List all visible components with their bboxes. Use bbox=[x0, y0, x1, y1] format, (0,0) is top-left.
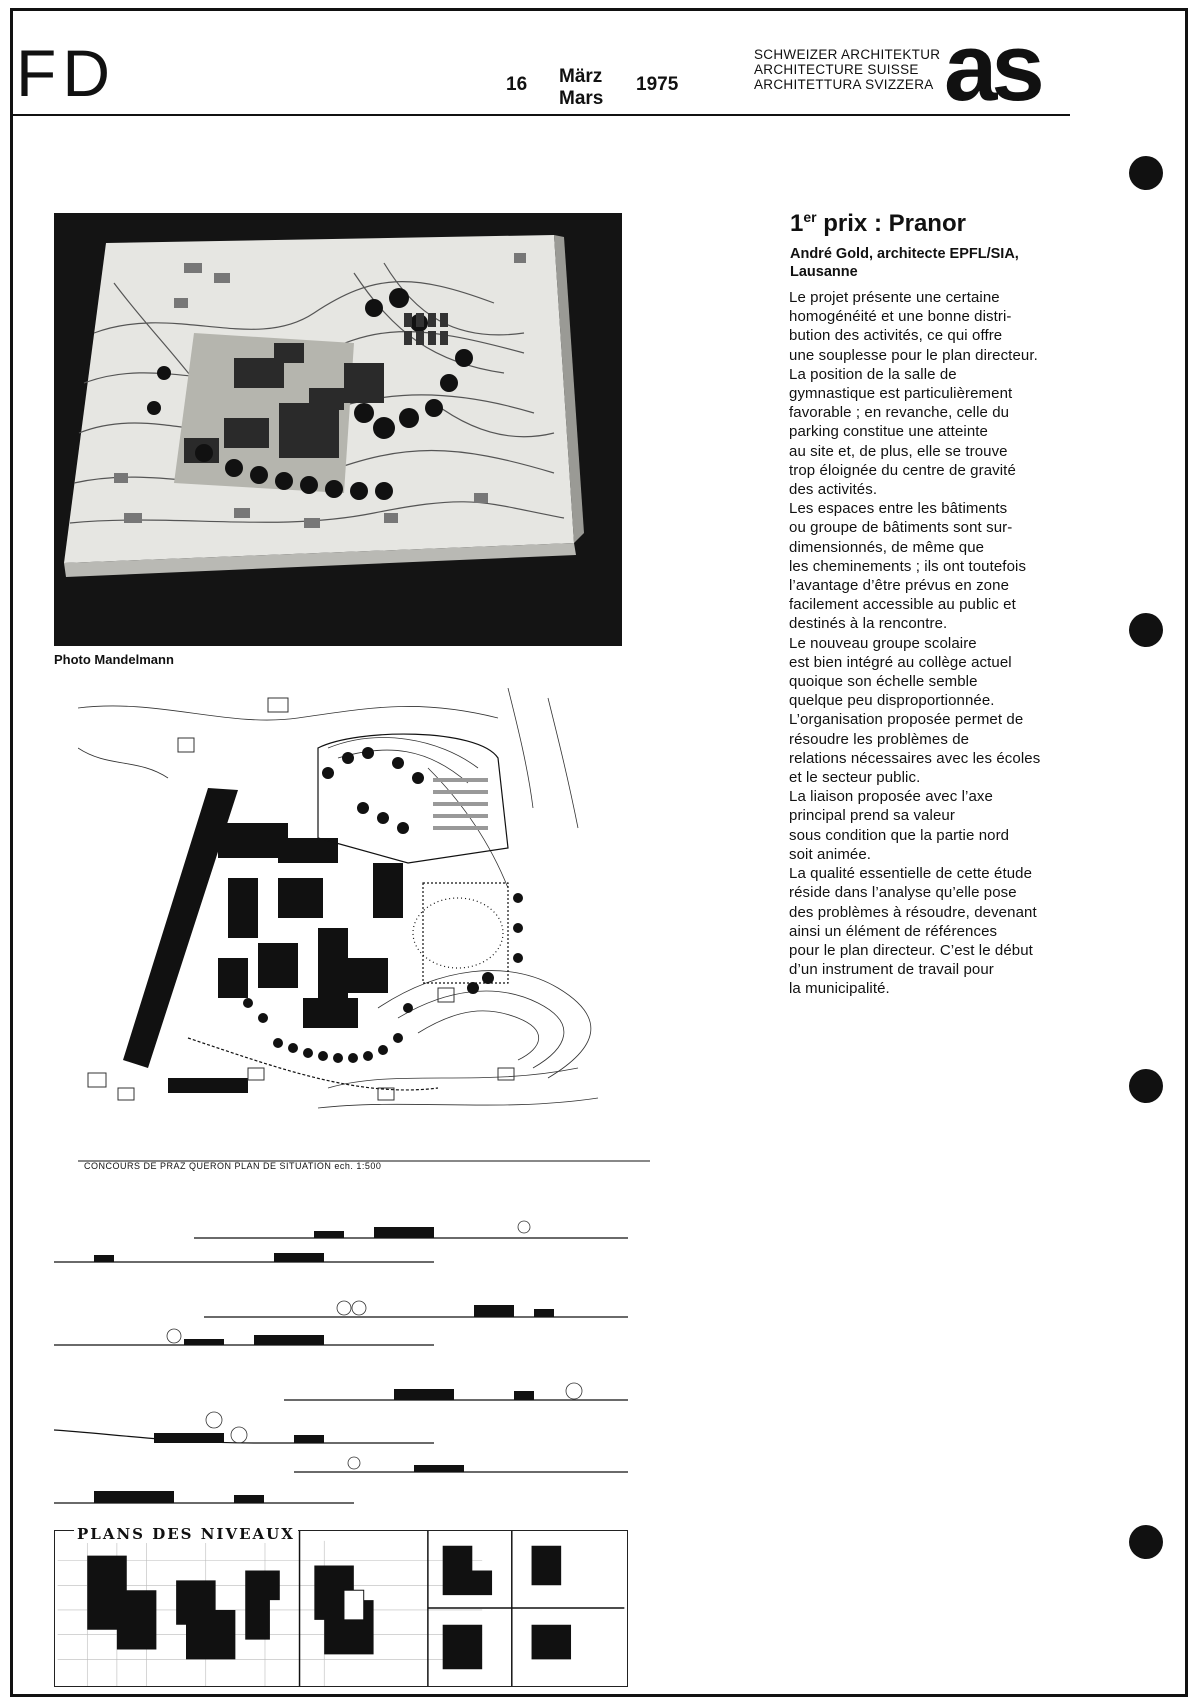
body-paragraph: La position de la salle de gymnastique est particulièrement favorable ; en revanche, celle du parking constitue une atteinte au site et, de plus, elle se trouve trop éloignée du centre de gravité des activités. bbox=[789, 365, 1016, 499]
title-prefix: 1 bbox=[790, 210, 804, 237]
site-plan-drawing bbox=[78, 688, 650, 1174]
binder-hole bbox=[1129, 1525, 1163, 1559]
month-de: März bbox=[559, 66, 603, 87]
site-plan-caption: CONCOURS DE PRAZ QUERON PLAN DE SITUATION ech. 1:500 bbox=[84, 1161, 382, 1171]
issue-month bbox=[559, 66, 603, 110]
article-body bbox=[789, 288, 1079, 999]
issue-year: 1975 bbox=[636, 74, 679, 95]
title-main: prix : Pranor bbox=[816, 210, 966, 237]
header-rule bbox=[10, 114, 1070, 116]
level-plans-drawing bbox=[54, 1530, 628, 1687]
logo-text: as bbox=[944, 34, 1039, 108]
levels-title: PLANS DES NIVEAUX bbox=[74, 1525, 298, 1543]
body-paragraph: Les espaces entre les bâtiments ou groupe de bâtiments sont sur- dimensionnés, de même que les cheminements ; ils ont toutefois l’avantage d’être prévus en zone facilement accessible au public et destinés à la rencontre. bbox=[789, 500, 1027, 633]
model-photo bbox=[54, 213, 622, 646]
magazine-name-fr: ARCHITECTURE SUISSE bbox=[754, 62, 919, 77]
binder-hole bbox=[1129, 1069, 1163, 1103]
binder-hole bbox=[1129, 613, 1163, 647]
section-code: FD bbox=[16, 36, 116, 110]
month-fr: Mars bbox=[559, 88, 604, 109]
magazine-name-de: SCHWEIZER ARCHITEKTUR bbox=[754, 47, 941, 62]
body-paragraph: La qualité essentielle de cette étude réside dans l’analyse qu’elle pose des problèmes à résoudre, devenant ainsi un élément de références pour le plan directeur. C’est le début d’un instrument de travail pour la municipalité. bbox=[789, 865, 1037, 998]
article-author: André Gold, architecte EPFL/SIA, Lausanne bbox=[790, 246, 1019, 280]
body-paragraph: Le nouveau groupe scolaire est bien intégré au collège actuel quoique son échelle semble quelque peu disproportionnée. bbox=[789, 634, 1012, 710]
title-superscript: er bbox=[803, 209, 817, 225]
body-paragraph: L’organisation proposée permet de résoudre les problèmes de relations nécessaires avec les écoles et le secteur public. bbox=[789, 711, 1041, 787]
binder-hole bbox=[1129, 156, 1163, 190]
section-drawings bbox=[54, 1205, 628, 1505]
photo-caption: Photo Mandelmann bbox=[54, 652, 174, 667]
issue-number: 16 bbox=[506, 74, 528, 95]
article-title bbox=[790, 209, 966, 238]
magazine-logo bbox=[944, 34, 1074, 108]
body-paragraph: Le projet présente une certaine homogénéité et une bonne distri- bution des activités, ce qui offre une souplesse pour le plan directeur. bbox=[789, 289, 1038, 364]
magazine-name-it: ARCHITETTURA SVIZZERA bbox=[754, 77, 934, 92]
body-paragraph: La liaison proposée avec l’axe principal prend sa valeur sous condition que la partie nord soit animée. bbox=[789, 788, 1010, 863]
magazine-name bbox=[754, 47, 940, 92]
